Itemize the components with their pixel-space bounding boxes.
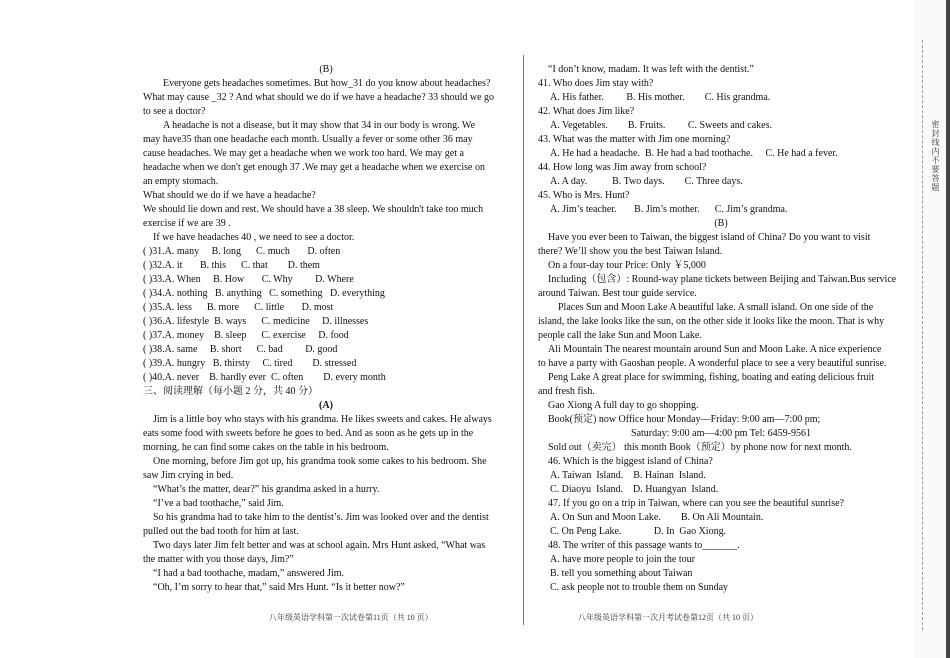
- text-line: ( )34.A. nothing B. anything C. something D. everything: [143, 288, 385, 299]
- text-line: 47. If you go on a trip in Taiwan, where can you see the beautiful sunrise?: [548, 498, 844, 509]
- page-edge: [946, 0, 950, 658]
- text-line: What should we do if we have a headache?: [143, 190, 316, 201]
- text-line: One morning, before Jim got up, his grandma took some cakes to his bedroom. She: [153, 456, 487, 467]
- text-line: C. On Peng Lake. D. In Gao Xiong.: [550, 526, 727, 537]
- text-line: A. A day. B. Two days. C. Three days.: [550, 176, 743, 187]
- text-line: ( )31.A. many B. long C. much D. often: [143, 246, 341, 257]
- text-line: ( )36.A. lifestyle B. ways C. medicine D. illnesses: [143, 316, 369, 327]
- text-line: Have you ever been to Taiwan, the biggest island of China? Do you want to visit: [548, 232, 871, 243]
- text-line: people call the lake Sun and Moon Lake.: [538, 330, 702, 341]
- text-line: ( )35.A. less B. more C. little D. most: [143, 302, 334, 313]
- text-line: to see a doctor?: [143, 106, 206, 117]
- text-line: cause headaches. We may get a headache when we work too hard. We may get a: [143, 148, 464, 159]
- text-line: exercise if we are 39 .: [143, 218, 231, 229]
- text-line: “What’s the matter, dear?” his grandma asked in a hurry.: [153, 484, 380, 495]
- text-line: Gao Xiong A full day to go shopping.: [548, 400, 699, 411]
- text-line: ( )39.A. hungry B. thirsty C. tired D. stressed: [143, 358, 357, 369]
- text-line: B. tell you something about Taiwan: [550, 568, 693, 579]
- text-line: Everyone gets headaches sometimes. But how_31 do you know about headaches?: [163, 78, 491, 89]
- text-line: around Taiwan. Best tour guide service.: [538, 288, 697, 299]
- column-divider: [523, 55, 524, 625]
- text-line: On a four-day tour Price: Only ￥5,000: [548, 260, 706, 271]
- seal-notice: 密封线内不要答题: [931, 120, 940, 192]
- text-line: Ali Mountain The nearest mountain around Sun and Moon Lake. A nice experience: [548, 344, 882, 355]
- left-page-footer: 八年级英语学科第一次试卷第11页（共 10 页）: [269, 613, 433, 622]
- text-line: A. Jim’s teacher. B. Jim’s mother. C. Jim’s grandma.: [550, 204, 788, 215]
- text-line: 43. What was the matter with Jim one morning?: [538, 134, 731, 145]
- right-column: [538, 63, 904, 595]
- text-line: island, the lake looks like the sun, on the other side it looks like the moon. That is why: [538, 316, 885, 327]
- text-line: “I had a bad toothache, madam,” answered Jim.: [153, 568, 345, 579]
- text-line: So his grandma had to take him to the dentist’s. Jim was looked over and the dentist: [153, 512, 489, 523]
- text-line: 45. Who is Mrs. Hunt?: [538, 190, 630, 201]
- text-line: ( )32.A. it B. this C. that D. them: [143, 260, 320, 271]
- text-line: ( )40.A. never B. hardly ever C. often D. every month: [143, 372, 386, 383]
- text-line: Peng Lake A great place for swimming, fishing, boating and eating delicious fruit: [548, 372, 875, 383]
- text-line: 41. Who does Jim stay with?: [538, 78, 654, 89]
- text-line: headache when we don't get enough 37 .We may get a headache when we exercise on: [143, 162, 485, 173]
- text-line: “Oh, I’m sorry to hear that,” said Mrs Hunt. “Is it better now?”: [153, 582, 405, 593]
- text-line: and fresh fish.: [538, 386, 595, 397]
- text-line: to have a party with Gaoshan people. A wonderful place to see a very beautiful sunrise.: [538, 358, 887, 369]
- text-line: We should lie down and rest. We should have a 38 sleep. We shouldn't take too much: [143, 204, 484, 215]
- text-line: ( )33.A. When B. How C. Why D. Where: [143, 274, 354, 285]
- text-line: 48. The writer of this passage wants to_______.: [548, 540, 740, 551]
- text-line: ( )37.A. money B. sleep C. exercise D. food: [143, 330, 349, 341]
- text-line: A. His father. B. His mother. C. His grandma.: [550, 92, 771, 103]
- binding-strip: [914, 0, 950, 658]
- text-line: “I’ve a bad toothache,” said Jim.: [153, 498, 284, 509]
- text-line: A. Vegetables. B. Fruits. C. Sweets and cakes.: [550, 120, 773, 131]
- text-line: If we have headaches 40 , we need to see a doctor.: [153, 232, 355, 243]
- text-line: What may cause _32 ? And what should we do if we have a headache? 33 should we go: [143, 92, 495, 103]
- text-line: Book(预定) now Office hour Monday—Friday: 9:00 am—7:00 pm;: [548, 414, 821, 425]
- text-line: (B): [319, 64, 333, 75]
- text-line: C. Diaoyu Island. D. Huangyan Island.: [550, 484, 719, 495]
- text-line: Two days later Jim felt better and was at school again. Mrs Hunt asked, “What was: [153, 540, 486, 551]
- text-line: saw Jim crying in bed.: [143, 470, 234, 481]
- text-line: may have35 than one headache each month. Usually a fever or some other 36 may: [143, 134, 473, 145]
- text-line: 42. What does Jim like?: [538, 106, 635, 117]
- text-line: eats some food with sweets before he goes to bed. And as soon as he gets up in the: [143, 428, 474, 439]
- text-line: A. He had a headache. B. He had a bad toothache. C. He had a fever.: [550, 148, 838, 159]
- right-page-footer: 八年级英语学科第一次月考试卷第12页（共 10 页）: [578, 613, 758, 622]
- text-line: (B): [714, 218, 728, 229]
- text-line: A. On Sun and Moon Lake. B. On Ali Mountain.: [550, 512, 764, 523]
- text-line: the matter with you those days, Jim?”: [143, 554, 294, 565]
- text-line: 44. How long was Jim away from school?: [538, 162, 707, 173]
- text-line: Sold out（卖完） this month Book（预定）by phone now for next month.: [548, 442, 852, 453]
- text-line: pulled out the bad tooth for him at last.: [143, 526, 299, 537]
- text-line: Places Sun and Moon Lake A beautiful lake. A small island. On one side of the: [558, 302, 874, 313]
- text-line: A headache is not a disease, but it may show that 34 in our body is wrong. We: [163, 120, 476, 131]
- text-line: (A): [319, 400, 333, 411]
- text-line: 46. Which is the biggest island of China?: [548, 456, 713, 467]
- text-line: C. ask people not to trouble them on Sunday: [550, 582, 729, 593]
- left-column: [143, 63, 509, 595]
- text-line: an empty stomach.: [143, 176, 219, 187]
- text-line: Saturday: 9:00 am—4:00 pm Tel: 6459-9561: [631, 428, 811, 439]
- text-line: ( )38.A. same B. short C. bad D. good: [143, 344, 338, 355]
- text-line: there? We’ll show you the best Taiwan Island.: [538, 246, 723, 257]
- text-line: A. Taiwan Island. B. Hainan Island.: [550, 470, 706, 481]
- text-line: Jim is a little boy who stays with his grandma. He likes sweets and cakes. He always: [153, 414, 492, 425]
- text-line: A. have more people to join the tour: [550, 554, 695, 565]
- text-line: Including（包含）: Round-way plane tickets between Beijing and Taiwan.Bus service: [548, 274, 897, 285]
- text-line: “I don’t know, madam. It was left with the dentist.”: [548, 64, 754, 75]
- text-line: morning, he can find some cakes on the table in his bedroom.: [143, 442, 389, 453]
- seal-line: [922, 40, 923, 630]
- text-line: 三、阅读理解（每小题 2 分，共 40 分）: [143, 386, 318, 397]
